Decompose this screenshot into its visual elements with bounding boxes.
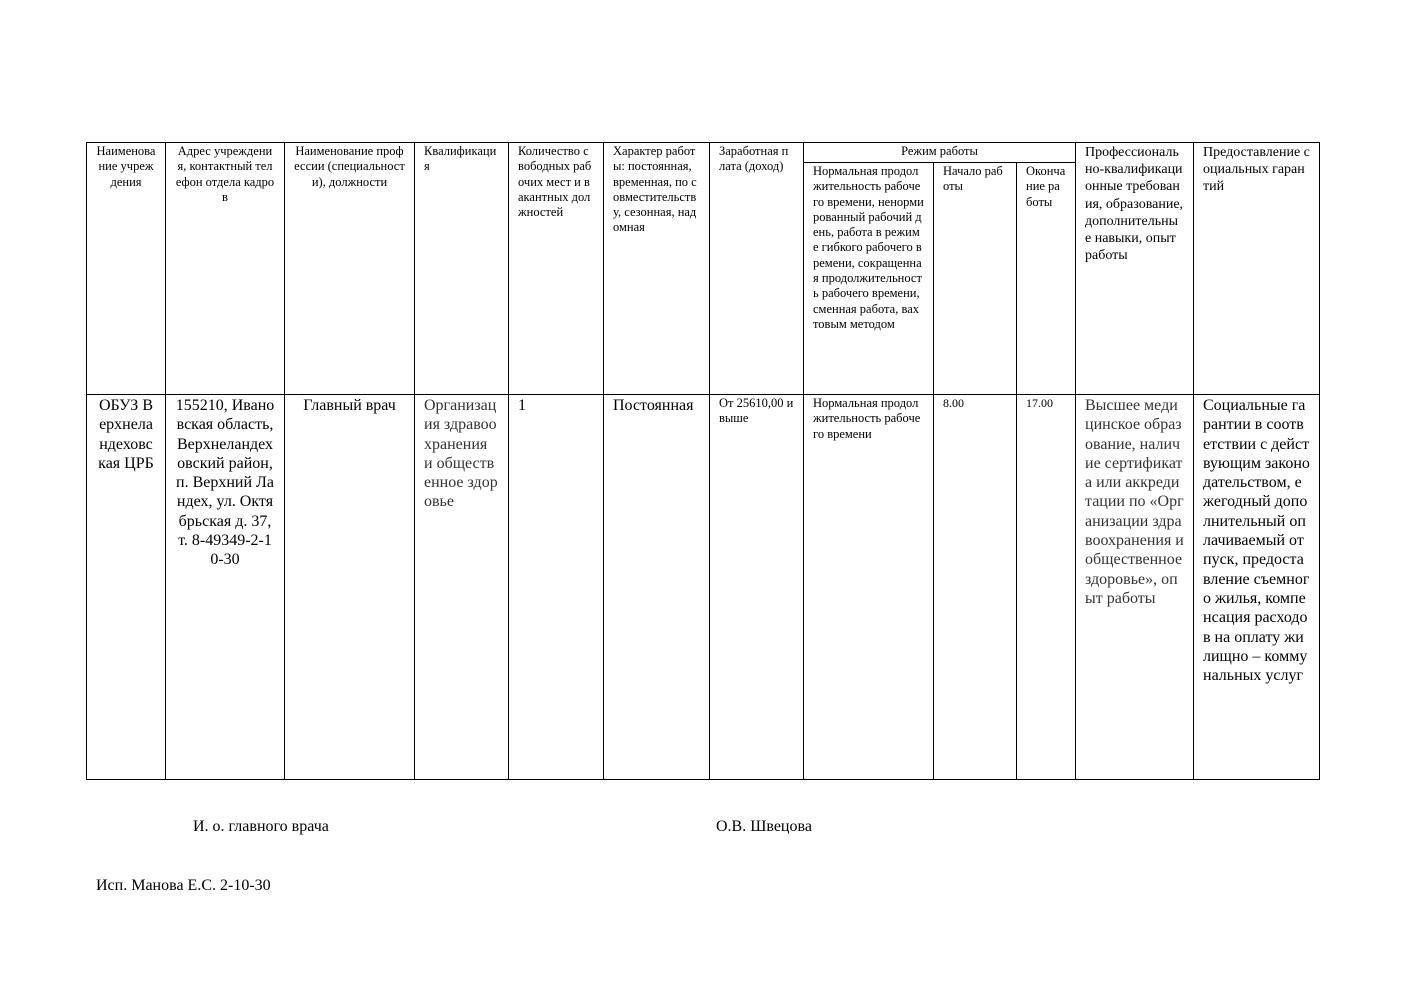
header-work-mode-normal: Нормальная продолжительность рабочего времени, ненормированный рабочий день, работа в режиме гибкого рабочего времени, сокращенная продолжительность рабочего времени, сменная работа, вахтовым методом [804, 163, 934, 395]
cell-qualification: Организация здравоохранения и общественное здоровье [415, 395, 509, 780]
signature-position: И. о. главного врача [193, 818, 329, 835]
header-work-start: Начало работы [934, 163, 1017, 395]
header-work-mode: Режим работы [804, 143, 1076, 163]
cell-vacancies: 1 [509, 395, 604, 780]
header-qualification: Квалификация [415, 143, 509, 395]
executor-line: Исп. Манова Е.С. 2-10-30 [96, 877, 271, 894]
cell-requirements: Высшее медицинское образование, наличие сертификата или аккредитации по «Организации здравоохранения и общественное здоровье», опыт работы [1076, 395, 1194, 780]
cell-salary: От 25610,00 и выше [710, 395, 804, 780]
header-work-nature: Характер работы: постоянная, временная, по совместительству, сезонная, надомная [604, 143, 710, 395]
header-requirements: Профессионально-квалификационные требования, образование, дополнительные навыки, опыт работы [1076, 143, 1194, 395]
cell-work-start: 8.00 [934, 395, 1017, 780]
header-vacancies: Количество свободных рабочих мест и вакантных должностей [509, 143, 604, 395]
header-institution: Наименование учреждения [87, 143, 166, 395]
header-address: Адрес учреждения, контактный телефон отдела кадров [166, 143, 285, 395]
cell-profession: Главный врач [285, 395, 415, 780]
cell-institution: ОБУЗ Верхнеландеховская ЦРБ [87, 395, 166, 780]
cell-address: 155210, Ивановская область, Верхнеландеховский район, п. Верхний Ландех, ул. Октябрьская д. 37, т. 8-49349-2-10-30 [166, 395, 285, 780]
header-work-end: Окончание работы [1017, 163, 1076, 395]
header-salary: Заработная плата (доход) [710, 143, 804, 395]
signature-name: О.В. Швецова [716, 818, 812, 835]
cell-social-guarantees: Социальные гарантии в соответствии с действующим законодательством, ежегодный дополнительный оплачиваемый отпуск, предоставление съемного жилья, компенсация расходов на оплату жилищно – коммунальных услуг [1194, 395, 1320, 780]
header-profession: Наименование профессии (специальности), должности [285, 143, 415, 395]
cell-work-end: 17.00 [1017, 395, 1076, 780]
cell-work-mode-normal: Нормальная продолжительность рабочего времени [804, 395, 934, 780]
cell-work-nature: Постоянная [604, 395, 710, 780]
vacancy-table [86, 142, 1320, 780]
header-social-guarantees: Предоставление социальных гарантий [1194, 143, 1320, 395]
